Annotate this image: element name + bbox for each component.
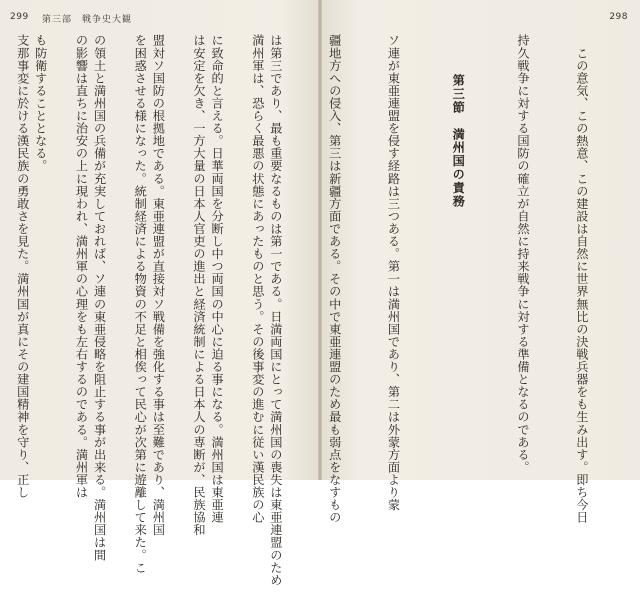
text-column: ソ連が東亜連盟を侵す経路は三つある。第一は満州国であり、第二は外蒙方面より蒙 [386,34,401,511]
text-column: 満州軍は、恐らく最悪の状態にあったものと思う。その後事変の進むに従い漢民族の心 [250,34,265,524]
text-column: も防衛することとなる。 [33,34,48,173]
text-column: に致命的と言える。日華両国を分断し中つ両国の中心に迫る事になる。満州国は東亜連 [210,34,225,524]
page-number: 299 [10,12,29,22]
text-column: 疆地方への侵入、第三は新疆方面である。その中で東亜連盟のため最も弱点をなすもの [327,34,342,524]
book-gutter [318,0,322,480]
text-column: を困惑させる様になった。統制経済による物資の不足と相俟って民心が次第に遊離して来た。こ [133,34,148,574]
text-column: 持久戦争に対する国防の確立が自然に持来戦争に対する準備となるのである。 [516,34,531,474]
text-column: 支那事変に於ける漢民族の勇敢さを見た。満州国が真にその建国精神を守り、正し [15,34,30,499]
text-column: 盟対ソ国防の根拠地である。東亜連盟が直接対ソ戦備を強化する事は至難であり、満州国 [151,34,166,536]
text-column: の領土と満州国の兵備が充実しておれば、ソ連の東亜侵略を阻止する事が出来る。満州国は間 [92,34,107,562]
text-column: は安定を欠き、一方大量の日本人官吏の進出と経済統制による日本人の専断が、民族協和 [192,34,207,536]
text-column: は第三であり、最も重要なるものは第一である。日満両国にとって満州国の喪失は東亜連盟のため [268,34,283,587]
text-column: この意気、この熱意、この建設は自然に世界無比の決戦兵器をも生み出す。即ち今日 [574,34,589,524]
section-heading: 第三節 満州国の責務 [451,74,466,208]
text-column: の影響は直ちに治安の上に現われ、満州軍の心理をも左右するのである。満州軍は [74,34,89,499]
page-number: 298 [609,12,628,22]
running-header: 第三部 戦争史大観 [42,15,133,25]
